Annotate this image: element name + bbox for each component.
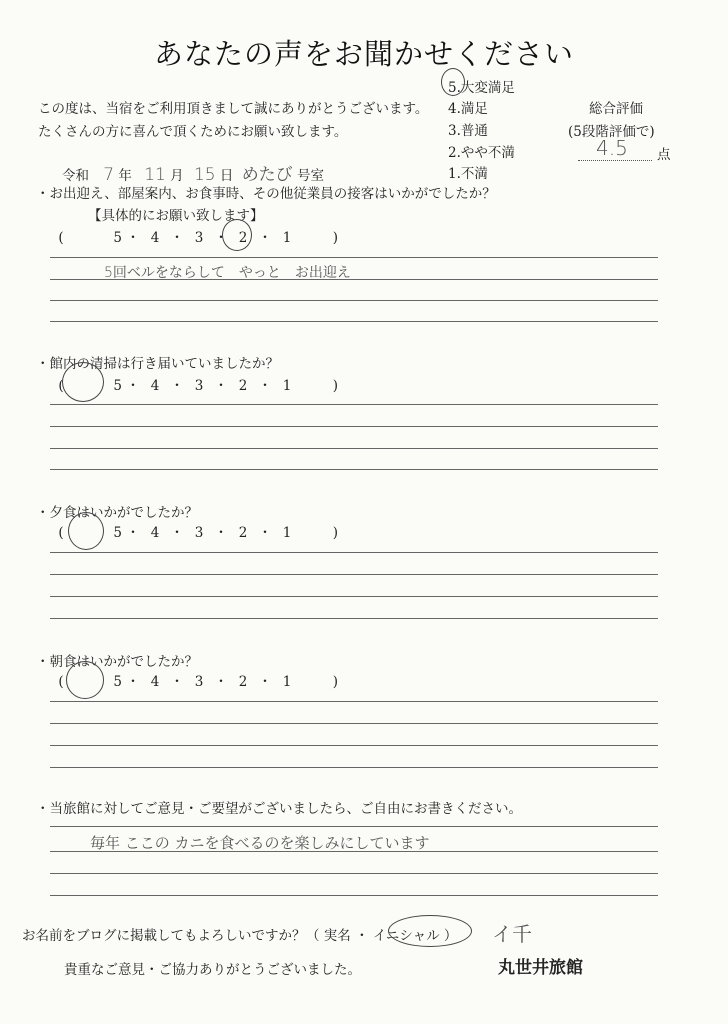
page-title: あなたの声をお聞かせください: [153, 37, 574, 71]
scale-paren-close: ): [332, 525, 338, 541]
free-comment-prompt: ・当旅館に対してご意見・ご要望がございましたら、ご自由にお書きください。: [36, 801, 522, 817]
answer-line: [50, 300, 658, 301]
answer-line: [50, 279, 658, 280]
scale-dot: ・: [170, 674, 184, 690]
scale-paren-close: ): [332, 230, 338, 246]
legend-5: 5.大変満足: [448, 80, 515, 96]
question-2-text: ・館内の清掃は行き届いていましたか？: [36, 356, 279, 372]
month-unit: 月: [170, 168, 184, 184]
legend-1: 1.不満: [448, 166, 488, 182]
answer-line: [50, 701, 658, 702]
answer-line: [50, 321, 658, 322]
answer-line: [50, 618, 658, 619]
question-1-note: 【具体的にお願い致します】: [88, 208, 264, 224]
day-value: 15: [193, 165, 216, 185]
answer-line: [50, 851, 658, 852]
closing-text: 貴重なご意見・ご協力ありがとうございました。: [64, 962, 361, 978]
answer-line: [50, 745, 658, 746]
scale-5: 5: [113, 674, 122, 690]
scale-dot: ・: [126, 525, 140, 541]
answer-line: [50, 404, 658, 405]
scale-dot: ・: [126, 378, 140, 394]
scale-paren-open: (: [58, 230, 64, 246]
legend-3: 3.普通: [448, 123, 488, 139]
scale-2: 2: [238, 525, 248, 541]
scale-5: 5: [113, 230, 122, 246]
question-3-selected-mark: [68, 512, 104, 550]
overall-underline: [578, 160, 652, 161]
answer-line: [50, 574, 658, 575]
question-3-text: ・夕食はいかがでしたか？: [36, 505, 198, 521]
day-unit: 日: [219, 168, 234, 184]
answer-line: [50, 469, 658, 470]
era: 令和: [62, 168, 89, 184]
scale-paren-close: ): [332, 378, 338, 394]
legend-5-circle-mark: [441, 68, 465, 96]
scale-4: 4: [150, 525, 160, 541]
scale-3: 3: [194, 378, 204, 394]
scale-2: 2: [238, 230, 248, 246]
scale-dot: ・: [214, 378, 228, 394]
intro-line-2: たくさんの方に喜んで頂くためにお願い致します。: [38, 124, 348, 140]
scale-dot: ・: [214, 525, 228, 541]
scale-3: 3: [194, 230, 204, 246]
answer-line: [50, 873, 658, 874]
scale-dot: ・: [170, 525, 184, 541]
answer-line: [50, 723, 658, 724]
overall-sub: (5段階評価で): [568, 124, 655, 140]
scale-paren-close: ): [332, 674, 338, 690]
scale-paren-open: (: [58, 674, 64, 690]
question-1-scale: [52, 226, 338, 246]
overall-value: 4.5: [596, 136, 628, 160]
room-value: めたび: [241, 165, 293, 185]
legend-2: 2.やや不満: [448, 145, 515, 161]
scale-1: 1: [282, 230, 292, 246]
question-1-comment: 5回ベルをならして やっと お出迎え: [104, 265, 351, 281]
scale-dot: ・: [258, 525, 272, 541]
inn-name: 丸世井旅館: [498, 958, 583, 978]
scale-paren-open: (: [58, 525, 64, 541]
scale-dot: ・: [126, 674, 140, 690]
scale-1: 1: [282, 674, 292, 690]
scale-4: 4: [150, 230, 160, 246]
scale-1: 1: [282, 378, 292, 394]
intro-line-1: この度は、当宿をご利用頂きまして誠にありがとうございます。: [38, 101, 429, 117]
scale-dot: ・: [170, 378, 184, 394]
question-1-text: ・お出迎え、部屋案内、お食事時、その他従業員の接客はいかがでしたか？: [36, 186, 496, 202]
scale-dot: ・: [214, 230, 228, 246]
legend-4: 4.満足: [448, 101, 488, 117]
question-1-selected-mark: [222, 219, 252, 251]
scale-2: 2: [238, 378, 248, 394]
scale-5: 5: [113, 525, 122, 541]
blog-answer: イ千: [492, 922, 532, 946]
overall-label: 総合評価: [589, 101, 643, 117]
answer-line: [50, 448, 658, 449]
answer-line: [50, 596, 658, 597]
answer-line: [50, 826, 658, 827]
month-value: 11: [144, 165, 166, 185]
question-2-selected-mark: [62, 362, 104, 402]
scale-1: 1: [282, 525, 292, 541]
scale-5: 5: [113, 378, 122, 394]
question-4-selected-mark: [66, 661, 104, 699]
answer-line: [50, 257, 658, 258]
blog-question: お名前をブログに掲載してもよろしいですか？: [22, 928, 306, 944]
scale-4: 4: [150, 378, 160, 394]
scale-dot: ・: [126, 230, 140, 246]
scale-dot: ・: [258, 378, 272, 394]
blog-options: （ 実名 ・ イニシャル ）: [306, 928, 458, 944]
free-comment-text: 毎年 ここの カニを食べるのを楽しみにしています: [90, 834, 430, 852]
answer-line: [50, 767, 658, 768]
scale-paren-open: (: [58, 378, 64, 394]
year-value: 7: [103, 165, 115, 185]
scale-3: 3: [194, 525, 204, 541]
scale-2: 2: [238, 674, 248, 690]
scale-dot: ・: [258, 230, 272, 246]
scale-dot: ・: [170, 230, 184, 246]
question-4-text: ・朝食はいかがでしたか？: [36, 654, 198, 670]
answer-line: [50, 552, 658, 553]
answer-line: [50, 426, 658, 427]
scale-4: 4: [150, 674, 160, 690]
overall-unit: 点: [657, 147, 671, 163]
room-suffix: 号室: [296, 168, 324, 184]
scale-dot: ・: [258, 674, 272, 690]
scale-3: 3: [194, 674, 204, 690]
scale-dot: ・: [214, 674, 228, 690]
year-unit: 年: [118, 168, 132, 184]
answer-line: [50, 895, 658, 896]
blog-initial-selected-mark: [388, 915, 472, 947]
